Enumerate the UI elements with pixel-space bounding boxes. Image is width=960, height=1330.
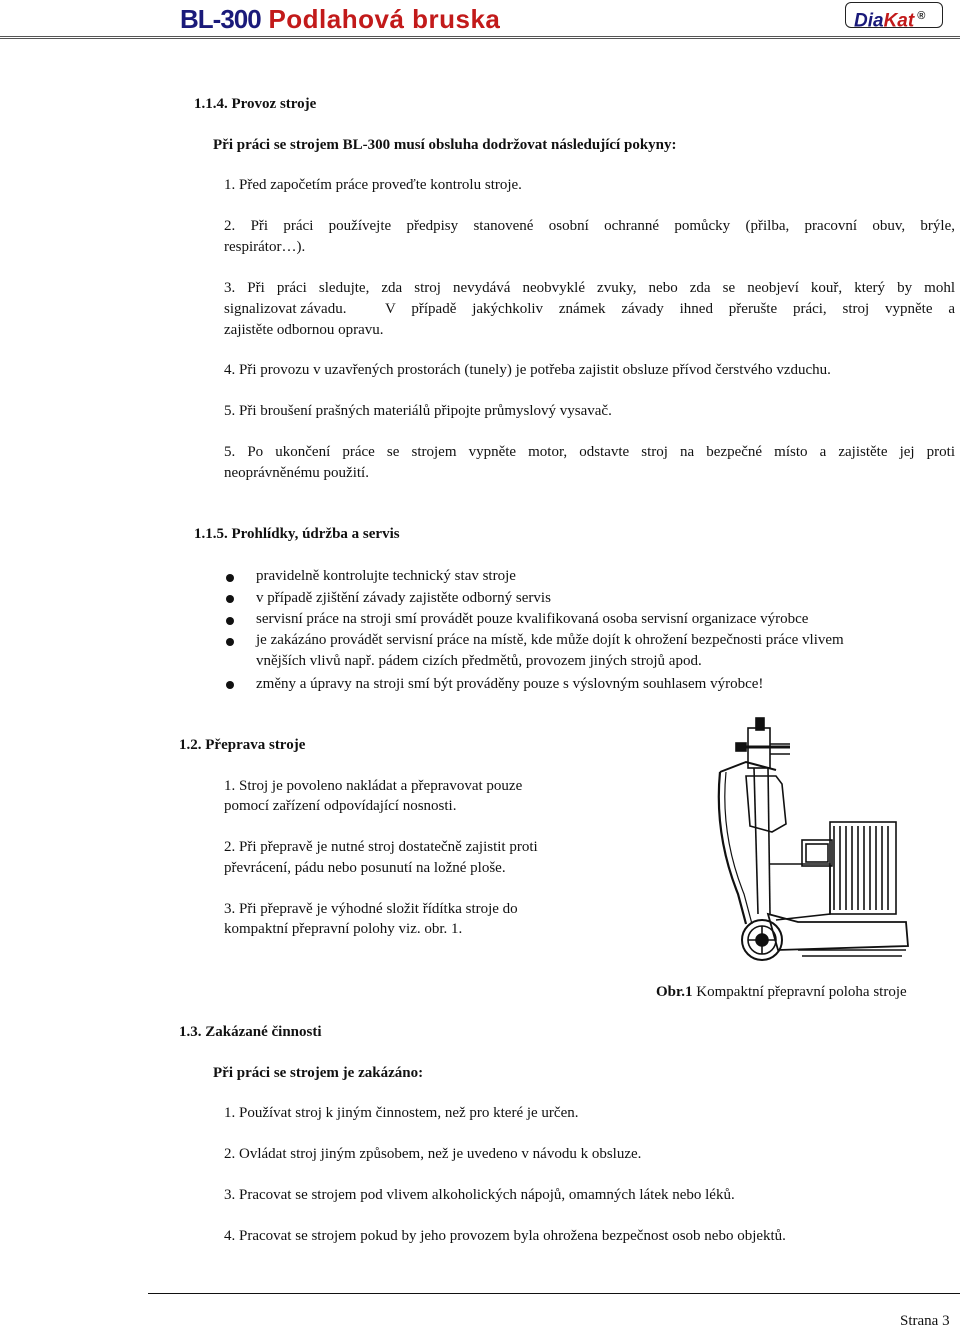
header-rule [0, 36, 960, 39]
bullet-icon [226, 638, 234, 646]
s114-item-5: 5. Při broušení prašných materiálů připojte průmyslový vysavač. [224, 403, 612, 419]
bullet-icon [226, 617, 234, 625]
s12-para-1-line-1: 1. Stroj je povoleno nakládat a přepravovat pouze [224, 778, 523, 794]
logo-registered: ® [917, 10, 926, 22]
s13-intro: Při práci se strojem je zakázáno: [213, 1065, 424, 1081]
bullet-icon [226, 681, 234, 689]
s12-para-1-line-2: pomocí zařízení odpovídající nosnosti. [224, 798, 457, 814]
s12-para-2-line-1: 2. Při přepravě je nutné stroj dostatečně zajistit proti [224, 839, 538, 855]
page-number: Strana 3 [900, 1313, 950, 1329]
footer-rule [148, 1293, 960, 1294]
s115-bullet-2: v případě zjištění závady zajistěte odborný servis [256, 590, 551, 606]
s13-item-2: 2. Ovládat stroj jiným způsobem, než je uvedeno v návodu k obsluze. [224, 1146, 642, 1162]
s114-item-2-line-2: respirátor…). [224, 239, 306, 255]
s114-item-4: 4. Při provozu v uzavřených prostorách (tunely) je potřeba zajistit obsluze přívod čerstvého vzduchu. [224, 362, 831, 378]
s13-item-3: 3. Pracovat se strojem pod vlivem alkoholických nápojů, omamných látek nebo léků. [224, 1187, 735, 1203]
s115-bullet-3: servisní práce na stroji smí provádět pouze kvalifikovaná osoba servisní organizace výrobce [256, 611, 809, 627]
logo-kat: Kat [883, 10, 915, 32]
figure-caption [656, 984, 907, 1001]
diakat-logo [845, 2, 943, 32]
section-heading-12: 1.2. Přeprava stroje [179, 737, 306, 753]
logo-dia: Dia [854, 10, 884, 32]
s115-bullet-4-line-2: vnějších vlivů např. pádem cizích předmětů, provozem jiných strojů apod. [256, 653, 702, 669]
section-114-intro: Při práci se strojem BL-300 musí obsluha dodržovat následující pokyny: [213, 137, 677, 153]
s115-bullet-5: změny a úpravy na stroji smí být prováděny pouze s výslovným souhlasem výrobce! [256, 676, 764, 692]
s114-item-3-line-1: 3. Při práci sledujte, zda stroj nevydává neobvyklé zvuky, nebo zda se neobjeví kouř, který by mohl [224, 280, 955, 296]
figure-caption-text: Kompaktní přepravní poloha stroje [692, 984, 907, 1000]
section-heading-115: 1.1.5. Prohlídky, údržba a servis [194, 526, 400, 542]
s114-item-3-line-3: V případě jakýchkoliv známek závady ihned přerušte práci, stroj vypněte a [385, 301, 955, 317]
s13-item-1: 1. Používat stroj k jiným činnostem, než pro které je určen. [224, 1105, 579, 1121]
s114-item-3-line-4: zajistěte odbornou opravu. [224, 322, 384, 338]
s114-item-3-line-2: signalizovat závadu. [224, 301, 347, 317]
figure-caption-label: Obr.1 [656, 984, 693, 1000]
bullet-icon [226, 574, 234, 582]
s114-item-2-line-1: 2. Při práci používejte předpisy stanovené osobní ochranné pomůcky (přilba, pracovní obuv, brýle, [224, 218, 955, 234]
header-title [180, 4, 500, 35]
s114-item-1: 1. Před započetím práce proveďte kontrolu stroje. [224, 177, 522, 193]
header-model: BL-300 [180, 4, 261, 34]
s115-bullet-1: pravidelně kontrolujte technický stav stroje [256, 568, 516, 584]
floor-grinder-illustration [706, 714, 916, 970]
s13-item-4: 4. Pracovat se strojem pokud by jeho provozem byla ohrožena bezpečnost osob nebo objektů. [224, 1228, 786, 1244]
section-heading-13: 1.3. Zakázané činnosti [179, 1024, 322, 1040]
bullet-icon [226, 595, 234, 603]
s12-para-3-line-1: 3. Při přepravě je výhodné složit řídítka stroje do [224, 901, 518, 917]
s12-para-3-line-2: kompaktní přepravní polohy viz. obr. 1. [224, 921, 463, 937]
s114-item-6-line-1: 5. Po ukončení práce se strojem vypněte motor, odstavte stroj na bezpečné místo a zajistěte jej proti [224, 444, 955, 460]
section-heading-114: 1.1.4. Provoz stroje [194, 96, 317, 112]
s12-para-2-line-2: převrácení, pádu nebo posunutí na ložné ploše. [224, 860, 506, 876]
header-product-name: Podlahová bruska [268, 4, 501, 34]
s115-bullet-4-line-1: je zakázáno provádět servisní práce na místě, kde může dojít k ohrožení bezpečnosti práce vlivem [256, 632, 844, 648]
s114-item-6-line-2: neoprávněnému použití. [224, 465, 369, 481]
